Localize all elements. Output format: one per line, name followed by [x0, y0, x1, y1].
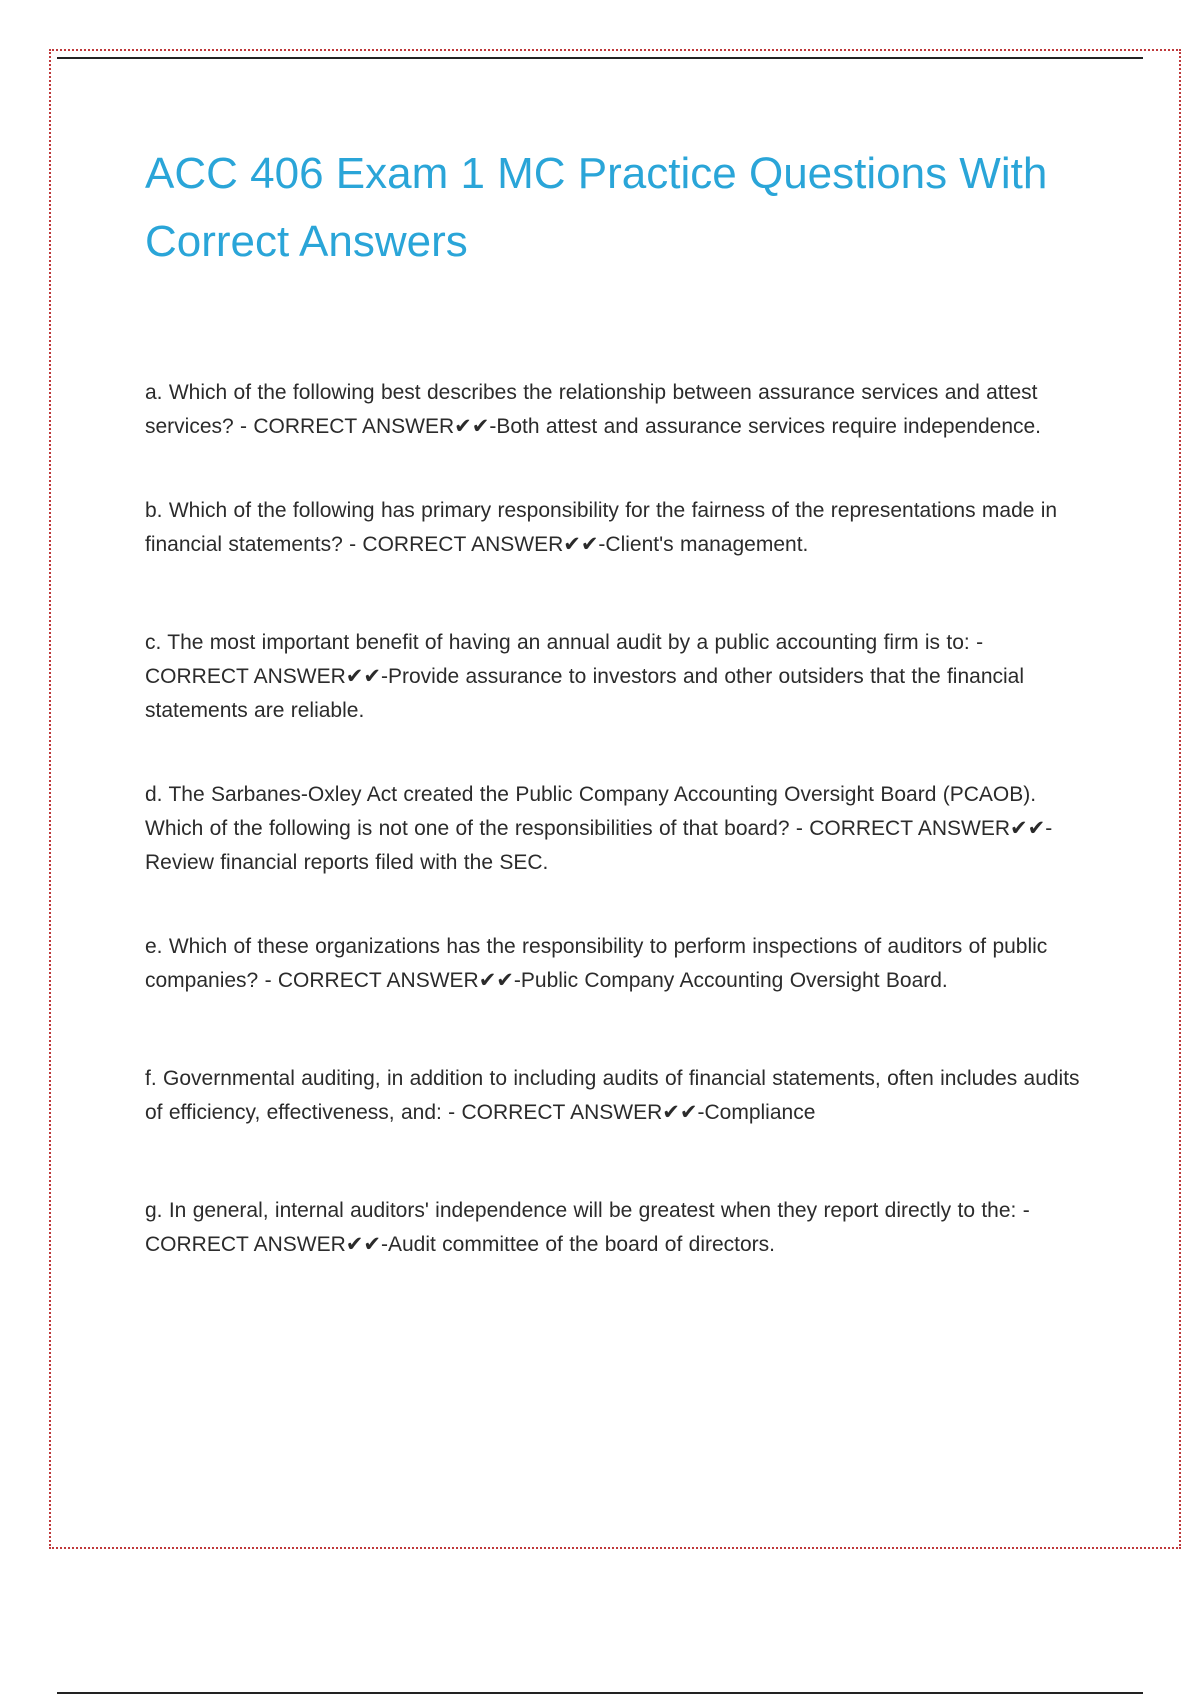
- question-item-d: d. The Sarbanes-Oxley Act created the Public Company Accounting Oversight Board (PCAOB). Which of the following is not one of the responsibilities of that board? - CORRECT ANSWER✔✔-Review financial reports filed with the SEC.: [145, 783, 1053, 874]
- document-title: ACC 406 Exam 1 MC Practice Questions With Correct Answers: [145, 149, 1048, 266]
- question-item-f: f. Governmental auditing, in addition to including audits of financial statements, often includes audits of efficiency, effectiveness, and: - CORRECT ANSWER✔✔-Compliance: [145, 1067, 1080, 1124]
- question-item-g: g. In general, internal auditors' independence will be greatest when they report directly to the: - CORRECT ANSWER✔✔-Audit committee of the board of directors.: [145, 1199, 1030, 1256]
- question-answer-list: [145, 376, 1085, 1312]
- footer-rule: [57, 1692, 1143, 1694]
- question-item-a: a. Which of the following best describes the relationship between assurance services and attest services? - CORRECT ANSWER✔✔-Both attest and assurance services require independence.: [145, 381, 1042, 438]
- question-item-e: e. Which of these organizations has the responsibility to perform inspections of auditors of public companies? - CORRECT ANSWER✔✔-Public Company Accounting Oversight Board.: [145, 935, 1048, 992]
- header-rule: [57, 57, 1143, 59]
- question-item-c: c. The most important benefit of having an annual audit by a public accounting firm is to: - CORRECT ANSWER✔✔-Provide assurance to investors and other outsiders that the financial statements are reliable.: [145, 631, 1025, 722]
- question-item-b: b. Which of the following has primary responsibility for the fairness of the representations made in financial statements? - CORRECT ANSWER✔✔-Client's management.: [145, 499, 1058, 556]
